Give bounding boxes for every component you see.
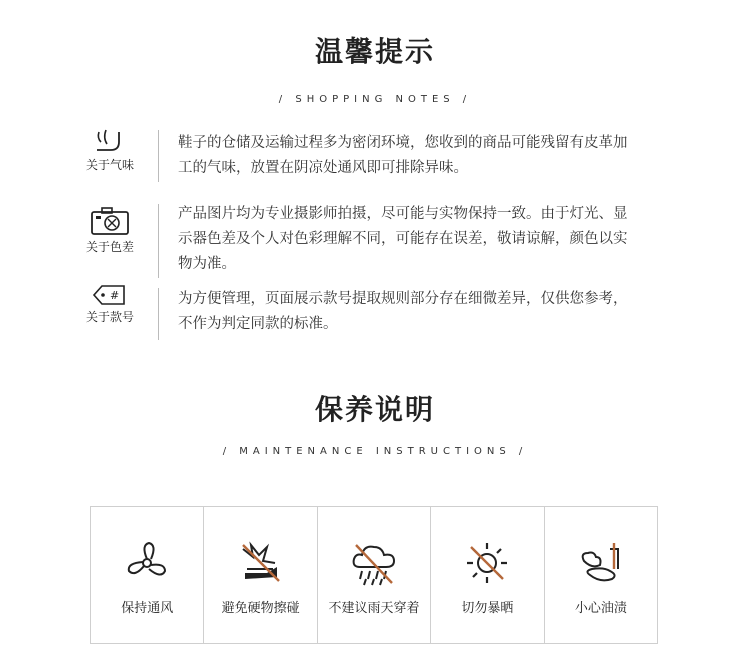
- camera-icon: [90, 206, 130, 236]
- note-text: 为方便管理，页面展示款号提取规则部分存在细微差异，仅供您参考， 不作为判定同款的标准。: [178, 291, 628, 332]
- fan-icon: [123, 539, 171, 587]
- note-divider: [158, 204, 159, 278]
- svg-text:#: #: [110, 289, 120, 302]
- note-label: 关于色差: [85, 240, 134, 254]
- maintenance-item: 不建议雨天穿着: [318, 507, 431, 643]
- tag-icon: [92, 284, 128, 306]
- maintenance-subtitle: / MAINTENANCE INSTRUCTIONS /: [222, 446, 528, 457]
- note-text: 产品图片均为专业摄影师拍摄，尽可能与实物保持一致。由于灯光、显 示器色差及个人对色彩理解不同，可能存在误差，敬请谅解，颜色以实 物为准。: [178, 206, 628, 272]
- shopping-notes-title: 温馨提示: [314, 35, 435, 68]
- note-style-number: [78, 284, 678, 340]
- note-color: [78, 202, 678, 280]
- maintenance-item: 保持通风: [91, 507, 204, 643]
- no-sun-icon: [463, 539, 511, 587]
- note-label: 关于款号: [85, 310, 134, 324]
- maintenance-item: 切勿暴晒: [431, 507, 544, 643]
- maintenance-item: 小心油渍: [545, 507, 657, 643]
- smell-icon: [93, 128, 127, 154]
- maintenance-grid: [90, 506, 658, 644]
- note-divider: [158, 130, 159, 182]
- maintenance-title: 保养说明: [314, 393, 435, 426]
- note-text: 鞋子的仓储及运输过程多为密闭环境，您收到的商品可能残留有皮革加 工的气味，放置在阴凉处通风即可排除异味。: [178, 135, 628, 176]
- note-divider: [158, 288, 159, 340]
- no-rain-icon: [348, 539, 400, 587]
- note-smell: [78, 128, 678, 184]
- maintenance-item: 避免硬物擦碰: [204, 507, 317, 643]
- oil-stain-icon: [576, 539, 626, 587]
- shopping-notes-subtitle: / SHOPPING NOTES /: [278, 94, 472, 105]
- note-label: 关于气味: [85, 158, 134, 172]
- no-collision-icon: [237, 539, 285, 587]
